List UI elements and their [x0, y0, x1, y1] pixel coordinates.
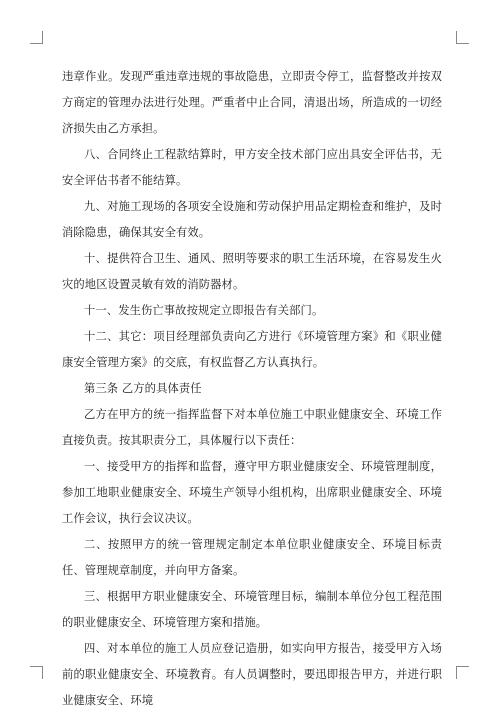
paragraph: 十一、发生伤亡事故按规定立即报告有关部门。: [84, 304, 324, 317]
paragraph: 八、合同终止工程款结算时，甲方安全技术部门应出具安全评估书，无安全评估书者不能结算。: [62, 148, 442, 187]
paragraph: 三、根据甲方职业健康安全、环境管理目标，编制本单位分包工程范围的职业健康安全、环境管理方案和措施。: [62, 590, 442, 629]
section-heading: 第三条 乙方的具体责任: [84, 382, 202, 395]
paragraph: 十二、其它：项目经理部负责向乙方进行《环境管理方案》和《职业健康安全管理方案》的交底，有权监督乙方认真执行。: [62, 330, 442, 369]
crop-mark-top-right: [456, 31, 469, 44]
paragraph: 九、对施工现场的各项安全设施和劳动保护用品定期检查和维护，及时消除隐患，确保其安全有效。: [62, 200, 442, 239]
crop-mark-bottom-left: [30, 666, 43, 679]
crop-mark-bottom-right: [456, 666, 469, 679]
paragraph: 二、按照甲方的统一管理规定制定本单位职业健康安全、环境目标责任、管理规章制度，并向甲方备案。: [62, 538, 442, 577]
document-body: [62, 64, 442, 714]
paragraph: 乙方在甲方的统一指挥监督下对本单位施工中职业健康安全、环境工作直接负责。按其职责分工，具体履行以下责任：: [62, 408, 442, 447]
paragraph: 十、提供符合卫生、通风、照明等要求的职工生活环境，在容易发生火灾的地区设置灵敏有效的消防器材。: [62, 252, 442, 291]
paragraph: 一、接受甲方的指挥和监督，遵守甲方职业健康安全、环境管理制度，参加工地职业健康安全、环境生产领导小组机构，出席职业健康安全、环境工作会议，执行会议决议。: [62, 460, 442, 525]
paragraph: 四、对本单位的施工人员应登记造册，如实向甲方报告，接受甲方入场前的职业健康安全、环境教育。有人员调整时，要迅即报告甲方，并进行职业健康安全、环境: [62, 642, 442, 707]
paragraph: 违章作业。发现严重违章违规的事故隐患，立即责令停工，监督整改并按双方商定的管理办法进行处理。严重者中止合同，清退出场，所造成的一切经济损失由乙方承担。: [62, 70, 442, 135]
crop-mark-top-left: [30, 31, 43, 44]
